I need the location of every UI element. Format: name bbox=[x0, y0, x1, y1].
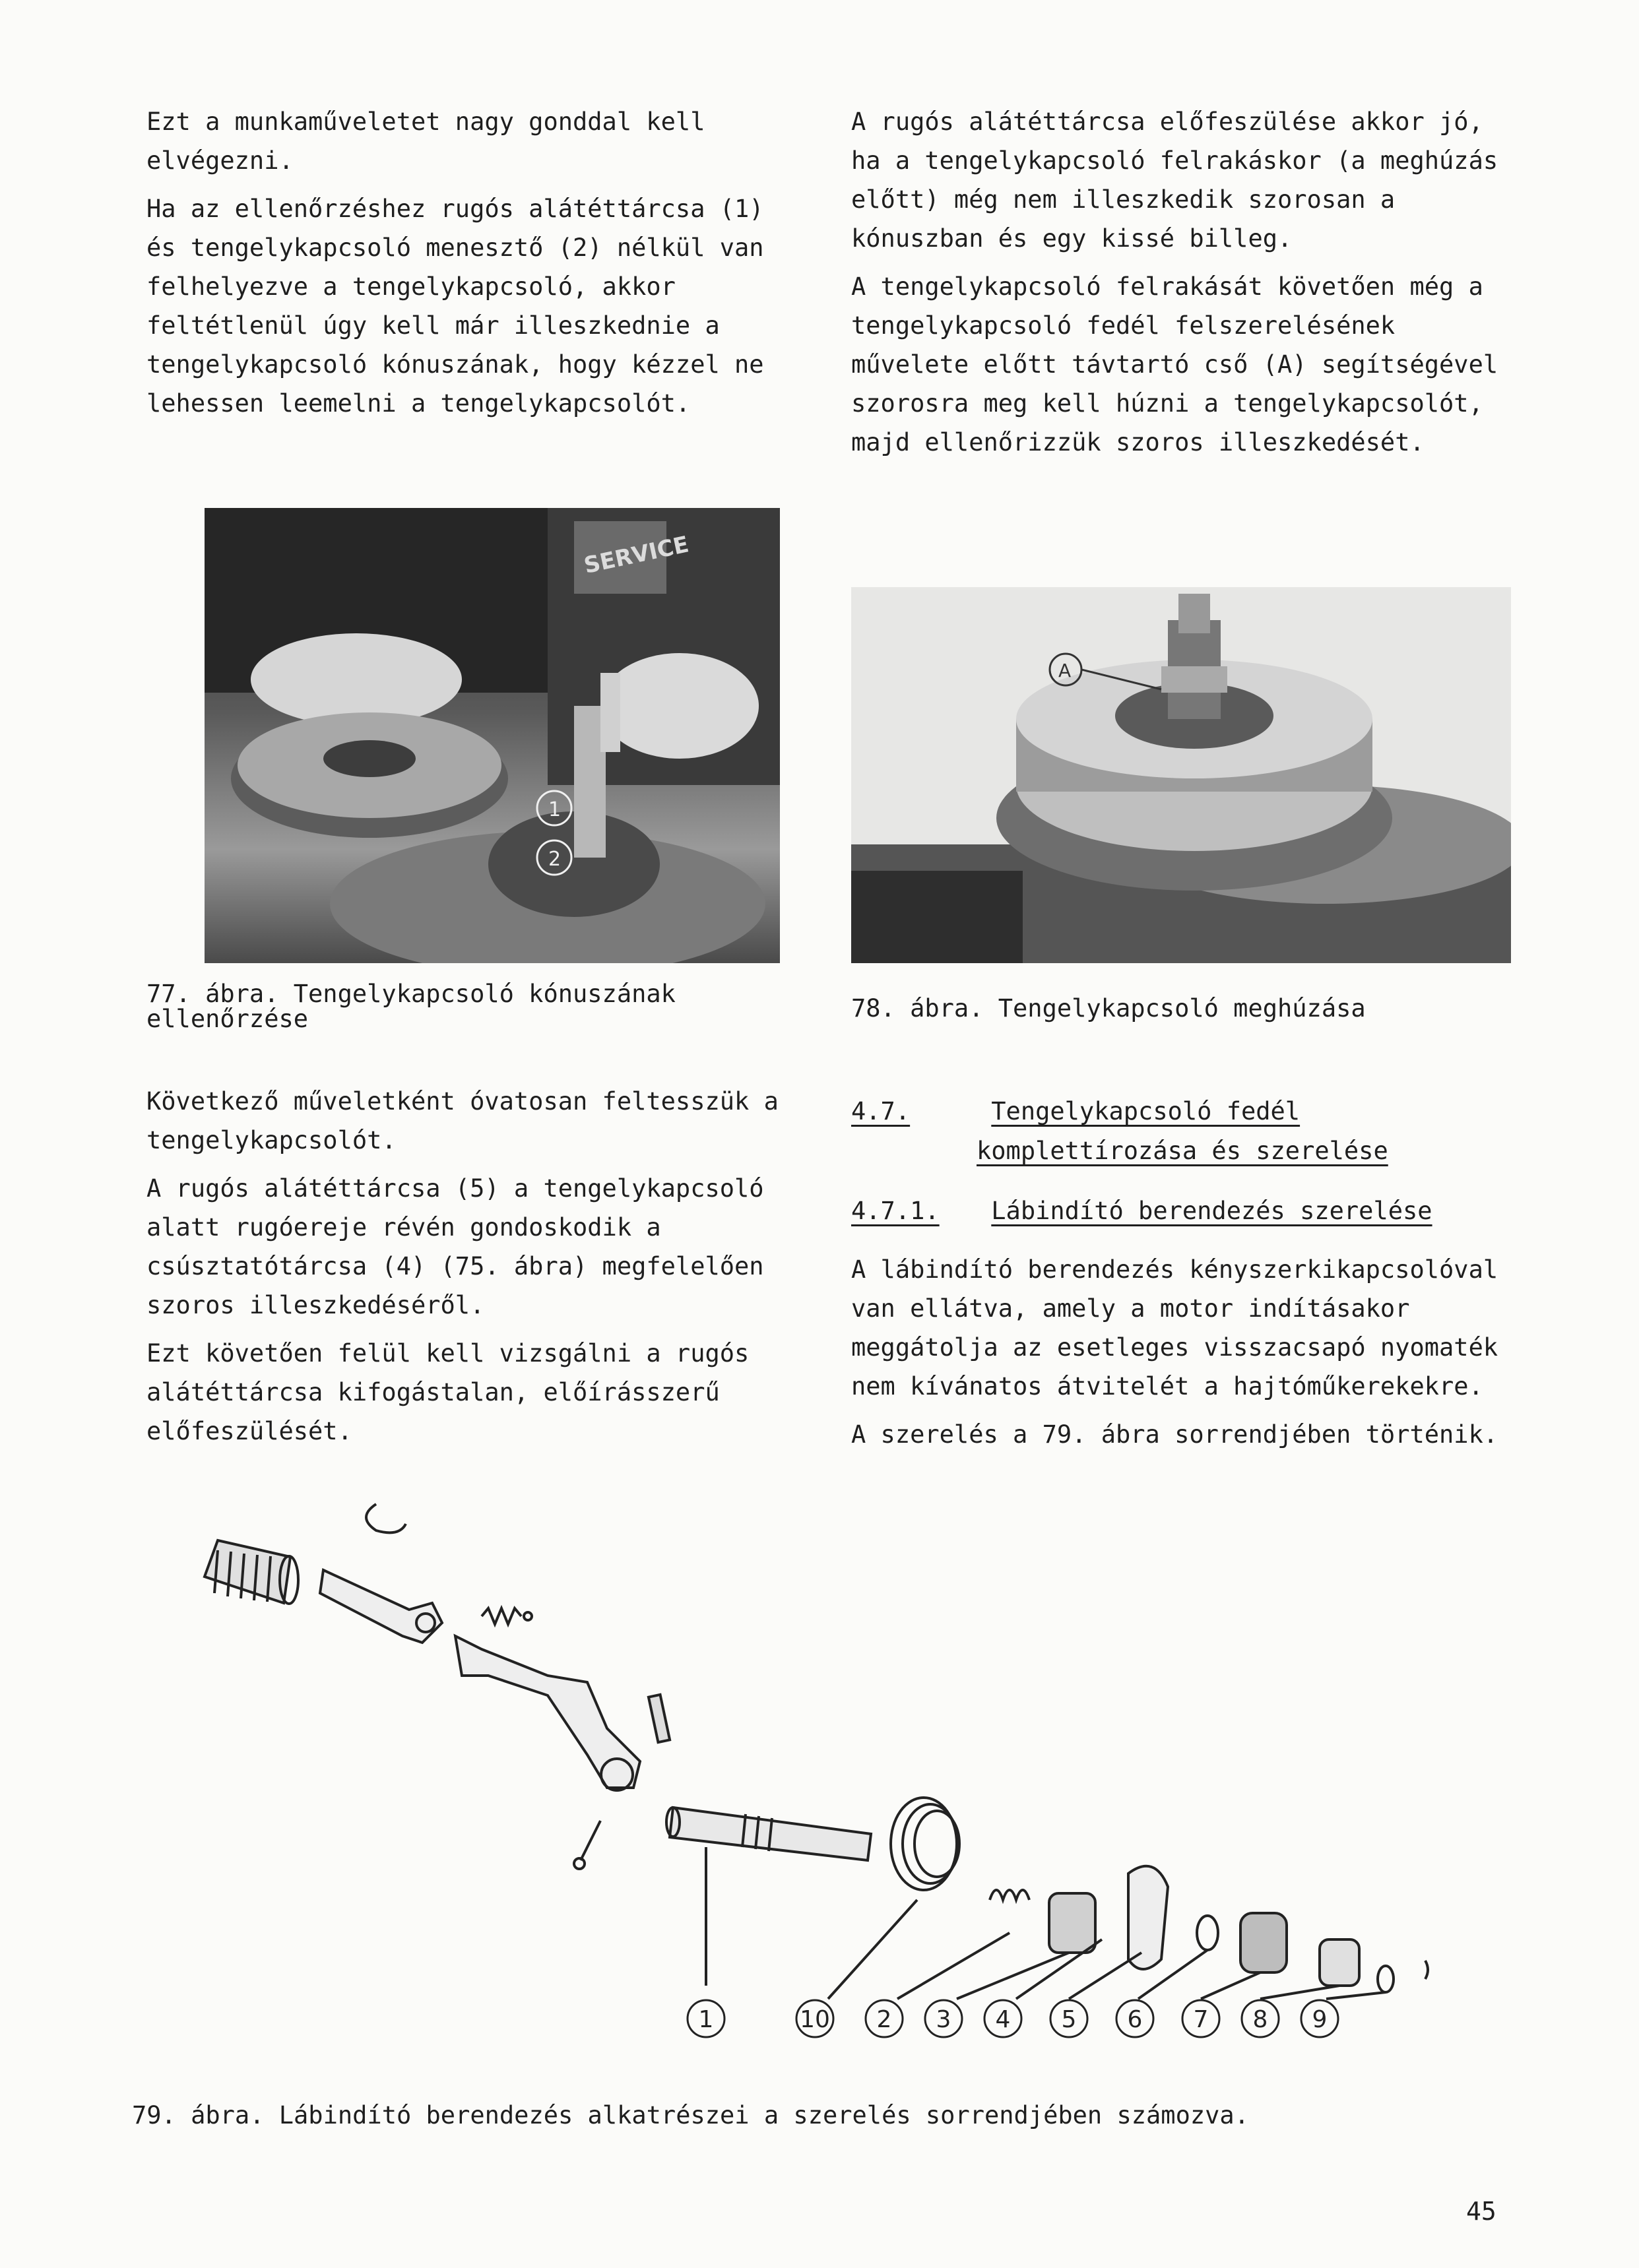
paragraph: Ezt a munkaműveletet nagy gonddal kell elvégezni. bbox=[146, 108, 705, 175]
return-spring bbox=[891, 1798, 959, 1890]
right-column-bottom bbox=[851, 1250, 1518, 1463]
section-title-cont: komplettírozása és szerelése bbox=[977, 1137, 1388, 1165]
ratchet bbox=[1049, 1893, 1095, 1953]
callout-a-label: A bbox=[1058, 660, 1072, 681]
stop-plate bbox=[1128, 1866, 1168, 1969]
page-number: 45 bbox=[1466, 2197, 1496, 2226]
left-column-bottom bbox=[146, 1082, 780, 1460]
figure-77-photo bbox=[205, 508, 780, 963]
part-label-1: 1 bbox=[698, 2006, 714, 2033]
paragraph: Ha az ellenőrzéshez rugós alátéttárcsa (1) és tengelykapcsoló menesztő (2) nélkül van felhelyezve a tengelykapcsoló, akkor feltétlenül úgy kell már illeszkednie a tengelykapcsoló kónuszának, hogy kézzel ne lehessen leemelni a tengelykapcsolót. bbox=[146, 195, 764, 418]
figure-78-photo bbox=[851, 587, 1511, 963]
pedal-rubber bbox=[205, 1540, 298, 1604]
figure-78-illustration bbox=[851, 587, 1511, 963]
circlip bbox=[366, 1504, 406, 1532]
part-label-9: 9 bbox=[1312, 2006, 1328, 2033]
paragraph: Ezt követően felül kell vizsgálni a rugós alátéttárcsa kifogástalan, előírásszerű előfeszülését. bbox=[146, 1339, 750, 1445]
section-number: 4.7. bbox=[851, 1097, 911, 1125]
circlip-small bbox=[1378, 1966, 1394, 1992]
pin bbox=[649, 1695, 670, 1742]
subsection-number: 4.7.1. bbox=[851, 1197, 940, 1225]
paragraph: A rugós alátéttárcsa (5) a tengelykapcsoló alatt rugóereje révén gondoskodik a csúsztatótárcsa (4) (75. ábra) megfelelően szoros illeszkedéséről. bbox=[146, 1174, 764, 1319]
washer bbox=[1197, 1916, 1218, 1950]
left-column-top bbox=[146, 102, 780, 432]
paragraph: A lábindító berendezés kényszerkikapcsolóval van ellátva, amely a motor indításakor meggátolja az esetleges visszacsapó nyomaték nem kívánatos átvitelét a hajtóműkerekekre. bbox=[851, 1255, 1498, 1401]
retaining-ring bbox=[1425, 1961, 1428, 1979]
kick-lever bbox=[455, 1636, 640, 1788]
figure-79-caption: 79. ábra. Lábindító berendezés alkatrészei a szerelés sorrendjében számozva. bbox=[132, 2101, 1249, 2129]
section-4-7-heading bbox=[851, 1092, 1511, 1171]
paragraph: A rugós alátéttárcsa előfeszülése akkor jó, ha a tengelykapcsoló felrakáskor (a meghúzás előtt) még nem illeszkedik szorosan a kónuszban és egy kissé billeg. bbox=[851, 108, 1498, 253]
right-column-top bbox=[851, 102, 1511, 471]
part-label-6: 6 bbox=[1127, 2006, 1143, 2033]
paragraph: A szerelés a 79. ábra sorrendjében történik. bbox=[851, 1420, 1498, 1449]
kick-gear bbox=[1240, 1913, 1287, 1972]
part-label-10: 10 bbox=[800, 2006, 830, 2033]
callout-1-label: 1 bbox=[548, 798, 562, 821]
detent-ball bbox=[524, 1612, 532, 1620]
callout-2-label: 2 bbox=[548, 848, 562, 871]
paragraph: Következő műveletként óvatosan feltesszük a tengelykapcsolót. bbox=[146, 1087, 779, 1154]
subsection-title: Lábindító berendezés szerelése bbox=[991, 1197, 1432, 1225]
part-label-8: 8 bbox=[1252, 2006, 1268, 2033]
bolt bbox=[581, 1821, 600, 1860]
small-spring bbox=[990, 1890, 1029, 1900]
part-label-3: 3 bbox=[936, 2006, 951, 2033]
figure-77-illustration bbox=[205, 508, 780, 963]
part-label-2: 2 bbox=[876, 2006, 892, 2033]
section-4-7-1-heading bbox=[851, 1191, 1511, 1231]
section-title: Tengelykapcsoló fedél bbox=[991, 1097, 1301, 1125]
service-sign: SERVICE bbox=[581, 531, 691, 579]
figure-77-caption: 77. ábra. Tengelykapcsoló kónuszának ellenőrzése bbox=[146, 980, 676, 1033]
detent-spring bbox=[482, 1608, 521, 1624]
needle-bearing bbox=[1320, 1939, 1359, 1986]
part-label-5: 5 bbox=[1061, 2006, 1077, 2033]
figure-79-diagram bbox=[178, 1478, 1511, 2124]
paragraph: A tengelykapcsoló felrakását követően még a tengelykapcsoló fedél felszerelésének művelete előtt távtartó cső (A) segítségével szorosra meg kell húzni a tengelykapcsolót, majd ellenőrizzük szoros illeszkedését. bbox=[851, 272, 1498, 457]
part-label-7: 7 bbox=[1193, 2006, 1209, 2033]
part-label-4: 4 bbox=[995, 2006, 1011, 2033]
figure-78-caption: 78. ábra. Tengelykapcsoló meghúzása bbox=[851, 994, 1366, 1023]
